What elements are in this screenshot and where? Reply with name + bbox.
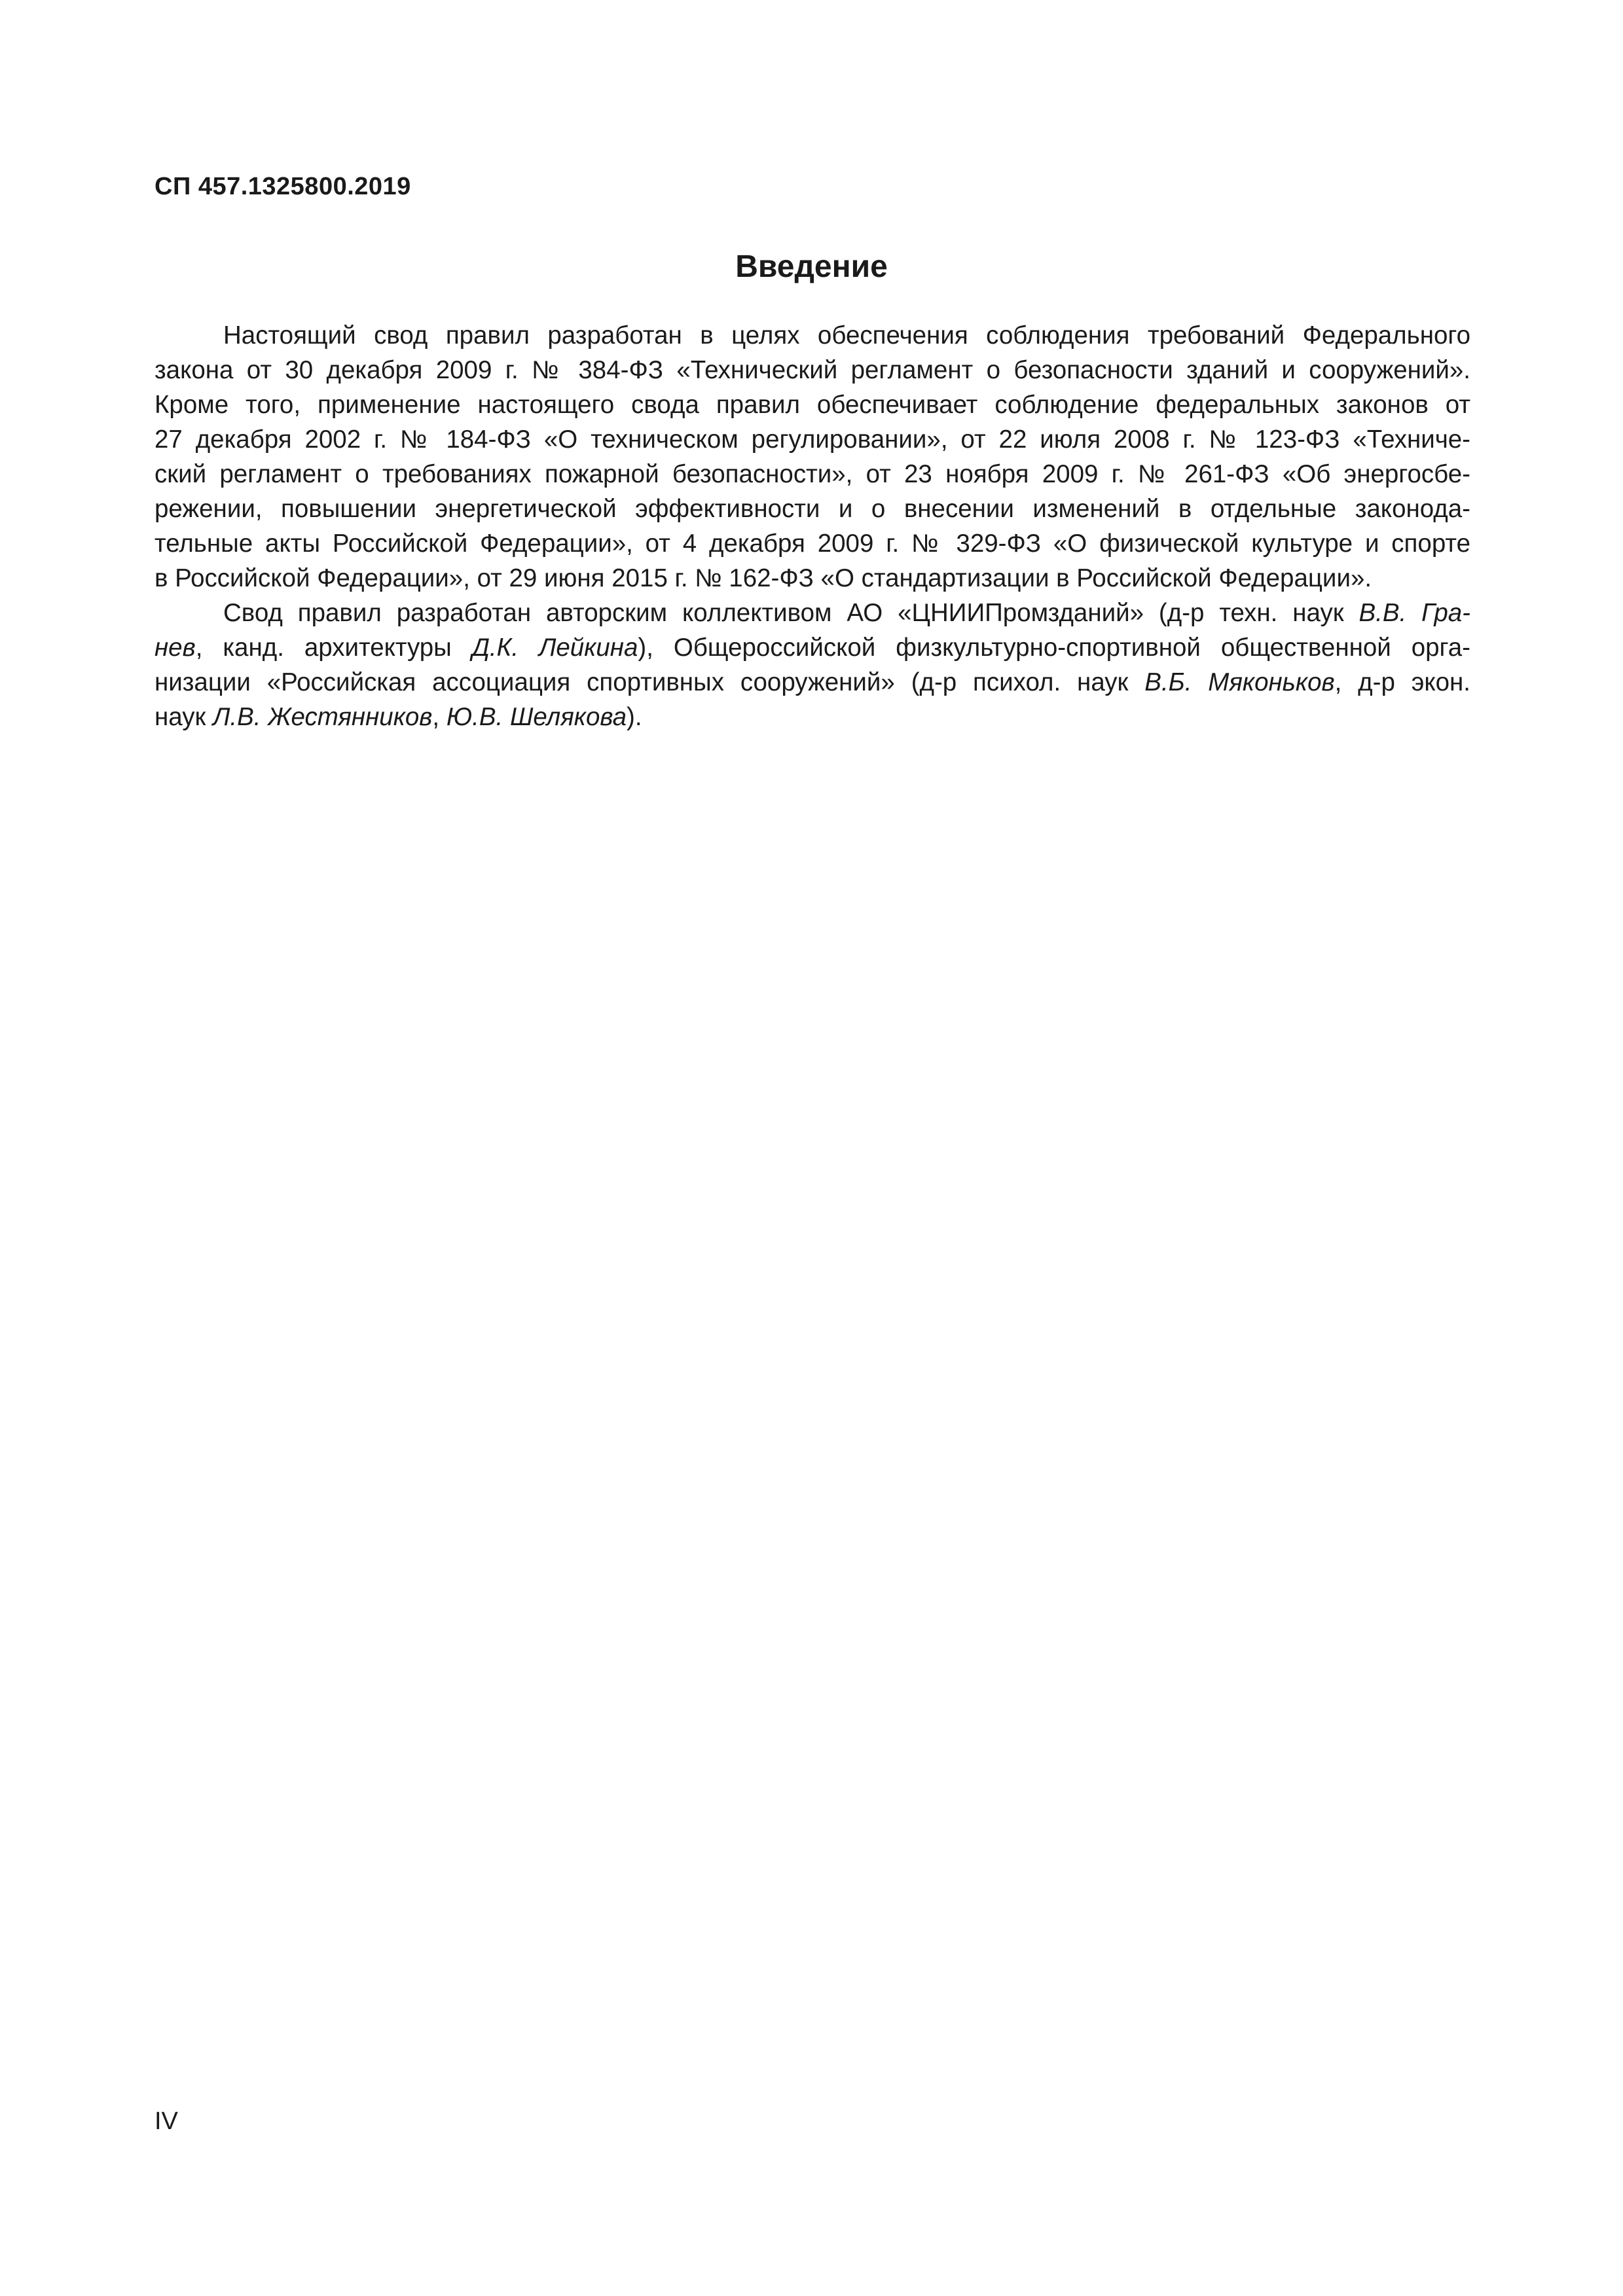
author-name: Л.В. Жестянников [213, 703, 433, 731]
paragraph-line: тельные акты Российской Федерации», от 4 декабря 2009 г. № 329-ФЗ «О физической культуре и спорте [155, 529, 1470, 558]
paragraph-line: режении, повышении энергетической эффективности и о внесении изменений в отдельные законода- [155, 495, 1470, 523]
body-text [155, 318, 1470, 734]
author-name: В.Б. Мяконьков [1144, 668, 1335, 696]
text-run: , д-р экон. [1334, 668, 1471, 696]
page-number: IV [155, 2108, 178, 2135]
paragraph-2 [155, 596, 1470, 734]
text-run: , [432, 703, 447, 731]
text-run: ). [627, 703, 642, 731]
paragraph-line [155, 665, 1470, 700]
text-run: Свод правил разработан авторским коллективом АО «ЦНИИПромзданий» (д-р техн. наук [223, 599, 1359, 627]
author-name: нев [155, 634, 196, 662]
text-run: наук [155, 703, 213, 731]
author-name: Д.К. Лейкина [471, 634, 638, 662]
text-run: ), Общероссийской физкультурно-спортивной общественной орга- [638, 634, 1470, 662]
text-run: , канд. архитектуры [195, 634, 472, 662]
paragraph-line: в Российской Федерации», от 29 июня 2015 г. № 162-ФЗ «О стандартизации в Российской Федерации». [155, 564, 1372, 592]
paragraph-line: 27 декабря 2002 г. № 184-ФЗ «О техническом регулировании», от 22 июля 2008 г. № 123-ФЗ «Техниче- [155, 425, 1470, 454]
paragraph-1 [155, 318, 1470, 596]
paragraph-line: ский регламент о требованиях пожарной безопасности», от 23 ноября 2009 г. № 261-ФЗ «Об энергосбе- [155, 460, 1470, 488]
paragraph-line [155, 596, 1470, 630]
text-run: низации «Российская ассоциация спортивных сооружений» (д-р психол. наук [155, 668, 1145, 696]
paragraph-line: закона от 30 декабря 2009 г. № 384-ФЗ «Технический регламент о безопасности зданий и сооружений». [155, 356, 1470, 384]
paragraph-line: Кроме того, применение настоящего свода правил обеспечивает соблюдение федеральных законов от [155, 391, 1470, 419]
author-name: В.В. Гра- [1359, 599, 1470, 627]
paragraph-line [155, 700, 1470, 734]
section-title-text: Введение [735, 249, 888, 284]
author-name: Ю.В. Шелякова [446, 703, 627, 731]
section-title [0, 247, 1623, 287]
paragraph-line: Настоящий свод правил разработан в целях обеспечения соблюдения требований Федерального [223, 321, 1470, 350]
document-code: СП 457.1325800.2019 [155, 173, 411, 200]
paragraph-line [155, 630, 1470, 665]
